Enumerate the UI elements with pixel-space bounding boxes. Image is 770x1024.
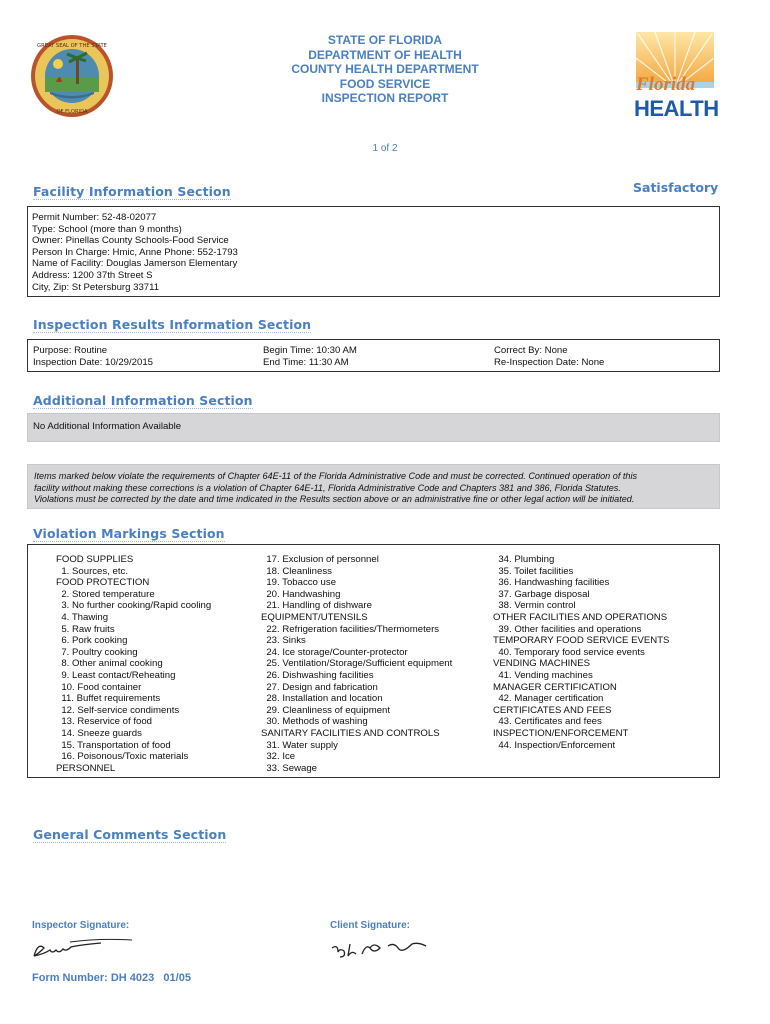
reinspection-date: Re-Inspection Date: None (494, 356, 605, 368)
inspection-col-1 (33, 345, 153, 368)
facility-line: Person In Charge: Hmic, Anne Phone: 552-1793 (32, 246, 238, 258)
facility-section-title (33, 184, 231, 199)
facility-line: Type: School (more than 9 months) (32, 223, 182, 235)
violation-item: 36. Handwashing facilities (493, 577, 610, 589)
violation-item: 18. Cleanliness (261, 565, 332, 577)
svg-text:GREAT SEAL OF THE STATE: GREAT SEAL OF THE STATE (37, 43, 107, 49)
inspection-section-title-text: Inspection Results Information Section (33, 317, 312, 332)
violation-item: 8. Other animal cooking (56, 658, 163, 670)
violation-item: 27. Design and fabrication (261, 681, 378, 693)
violation-item: 23. Sinks (261, 635, 306, 647)
violation-item: 43. Certificates and fees (493, 716, 602, 728)
violation-item: 22. Refrigeration facilities/Thermometers (261, 623, 440, 635)
violation-item: 9. Least contact/Reheating (56, 669, 176, 681)
notice-line: facility without making these corrections is a violation of Chapter 64E-11, Florida Administrative Code and Chapters 381 and 386, Florida Statutes. (34, 482, 621, 493)
violation-item: VENDING MACHINES (493, 658, 591, 670)
facility-line: City, Zip: St Petersburg 33711 (32, 281, 160, 293)
additional-info-text: No Additional Information Available (33, 421, 182, 432)
violation-item: FOOD PROTECTION (56, 577, 150, 589)
violation-item: 16. Poisonous/Toxic materials (56, 751, 189, 763)
facility-info-box (27, 206, 720, 297)
violation-item: 13. Reservice of food (56, 716, 152, 728)
violation-item: 4. Thawing (56, 611, 109, 623)
comments-section-title (33, 827, 226, 842)
violation-item: 37. Garbage disposal (493, 588, 590, 600)
notice-line: Items marked below violate the requirements of Chapter 64E-11 of the Florida Administrative Code and must be corrected. Continued operation of this (34, 471, 638, 481)
violation-item: 12. Self-service condiments (56, 704, 180, 716)
page-indicator: 1 of 2 (372, 143, 398, 154)
violation-item: 17. Exclusion of personnel (261, 554, 379, 565)
title-line: DEPARTMENT OF HEALTH (308, 47, 462, 62)
violation-item: 26. Dishwashing facilities (261, 669, 374, 681)
violation-item: 5. Raw fruits (56, 623, 115, 635)
violation-item: TEMPORARY FOOD SERVICE EVENTS (493, 635, 670, 647)
violation-item: 32. Ice (261, 751, 296, 763)
inspection-col-3 (494, 345, 604, 368)
violation-item: 20. Handwashing (261, 588, 341, 600)
violation-item: 2. Stored temperature (56, 588, 155, 600)
violation-item: 7. Poultry cooking (56, 646, 138, 658)
title-line: STATE OF FLORIDA (327, 33, 443, 47)
violation-item: 44. Inspection/Enforcement (493, 739, 616, 751)
comments-section-title-text: General Comments Section (33, 827, 227, 842)
notice-line: Violations must be corrected by the date and time indicated in the Results section above or an administrative fine or other legal action will be initiated. (34, 494, 635, 505)
svg-text:OF FLORIDA: OF FLORIDA (56, 109, 88, 115)
facility-section-title-text: Facility Information Section (33, 184, 231, 199)
violation-item: 21. Handling of dishware (261, 600, 372, 612)
violation-item: PERSONNEL (56, 762, 116, 774)
end-time: End Time: 11:30 AM (263, 356, 349, 368)
violation-item: 25. Ventilation/Storage/Sufficient equipment (261, 658, 453, 670)
violation-item: 40. Temporary food service events (493, 646, 645, 658)
violation-item: 33. Sewage (261, 762, 318, 774)
violation-item: 31. Water supply (261, 739, 338, 751)
violation-item: 38. Vermin control (493, 600, 576, 612)
inspection-col-2 (263, 345, 357, 368)
violation-item: 15. Transportation of food (56, 739, 171, 751)
violation-section-title-text: Violation Markings Section (33, 526, 225, 541)
purpose: Purpose: Routine (33, 345, 108, 356)
violation-item: 28. Installation and location (261, 693, 383, 705)
inspection-status: Satisfactory (633, 180, 719, 195)
begin-time: Begin Time: 10:30 AM (263, 345, 357, 356)
violation-item: 11. Buffet requirements (56, 693, 161, 705)
facility-line: Owner: Pinellas County Schools-Food Service (32, 235, 229, 247)
violation-item: SANITARY FACILITIES AND CONTROLS (261, 727, 440, 739)
facility-line: Permit Number: 52-48-02077 (32, 212, 157, 223)
violation-item: 3. No further cooking/Rapid cooling (56, 600, 212, 612)
violation-markings-box (27, 544, 720, 778)
additional-section-title (33, 393, 253, 408)
inspector-signature-icon (30, 938, 140, 962)
seal-icon (30, 34, 114, 118)
violation-item: 24. Ice storage/Counter-protector (261, 646, 408, 658)
state-seal (30, 34, 114, 118)
logo-word-health: HEALTH (634, 96, 719, 121)
correct-by: Correct By: None (494, 345, 568, 356)
violation-column-1 (56, 554, 211, 774)
logo-word-florida: Florida (636, 74, 696, 95)
violation-item: 1. Sources, etc. (56, 565, 128, 577)
violation-item: MANAGER CERTIFICATION (493, 681, 617, 693)
report-title (200, 33, 570, 106)
violation-item: 41. Vending machines (493, 669, 593, 681)
inspection-results-box (27, 339, 720, 372)
violation-item: FOOD SUPPLIES (56, 554, 134, 565)
form-number: Form Number: DH 4023 01/05 (32, 972, 191, 984)
title-line: INSPECTION REPORT (321, 91, 449, 106)
client-signature-label: Client Signature: (330, 920, 411, 931)
facility-line: Address: 1200 37th Street S (32, 269, 153, 281)
inspector-signature-label: Inspector Signature: (32, 920, 130, 931)
violation-item: EQUIPMENT/UTENSILS (261, 611, 368, 623)
violation-item: 10. Food container (56, 681, 142, 693)
additional-section-title-text: Additional Information Section (33, 393, 253, 408)
additional-info-box (27, 413, 720, 442)
violation-item: 30. Methods of washing (261, 716, 368, 728)
violation-item: 42. Manager certification (493, 693, 604, 705)
violation-item: 34. Plumbing (493, 554, 555, 565)
inspection-section-title (33, 317, 311, 332)
client-signature-icon (328, 938, 438, 962)
violation-column-3 (493, 554, 669, 751)
violation-item: CERTIFICATES AND FEES (493, 704, 612, 716)
violation-item: OTHER FACILITIES AND OPERATIONS (493, 611, 668, 623)
violation-item: 39. Other facilities and operations (493, 623, 642, 635)
title-line: FOOD SERVICE (339, 76, 431, 91)
florida-health-logo (630, 30, 720, 122)
title-line: COUNTY HEALTH DEPARTMENT (291, 62, 479, 77)
facility-line: Name of Facility: Douglas Jamerson Elementary (32, 258, 238, 270)
violation-item: 35. Toilet facilities (493, 565, 574, 577)
violation-item: 14. Sneeze guards (56, 727, 142, 739)
violation-item: INSPECTION/ENFORCEMENT (493, 727, 629, 739)
violation-item: 29. Cleanliness of equipment (261, 704, 391, 716)
inspection-date: Inspection Date: 10/29/2015 (33, 356, 154, 368)
violation-notice-box (27, 464, 720, 509)
violation-item: 6. Pork cooking (56, 635, 128, 647)
violation-column-2 (261, 554, 452, 774)
violation-section-title (33, 526, 225, 541)
violation-item: 19. Tobacco use (261, 577, 337, 589)
